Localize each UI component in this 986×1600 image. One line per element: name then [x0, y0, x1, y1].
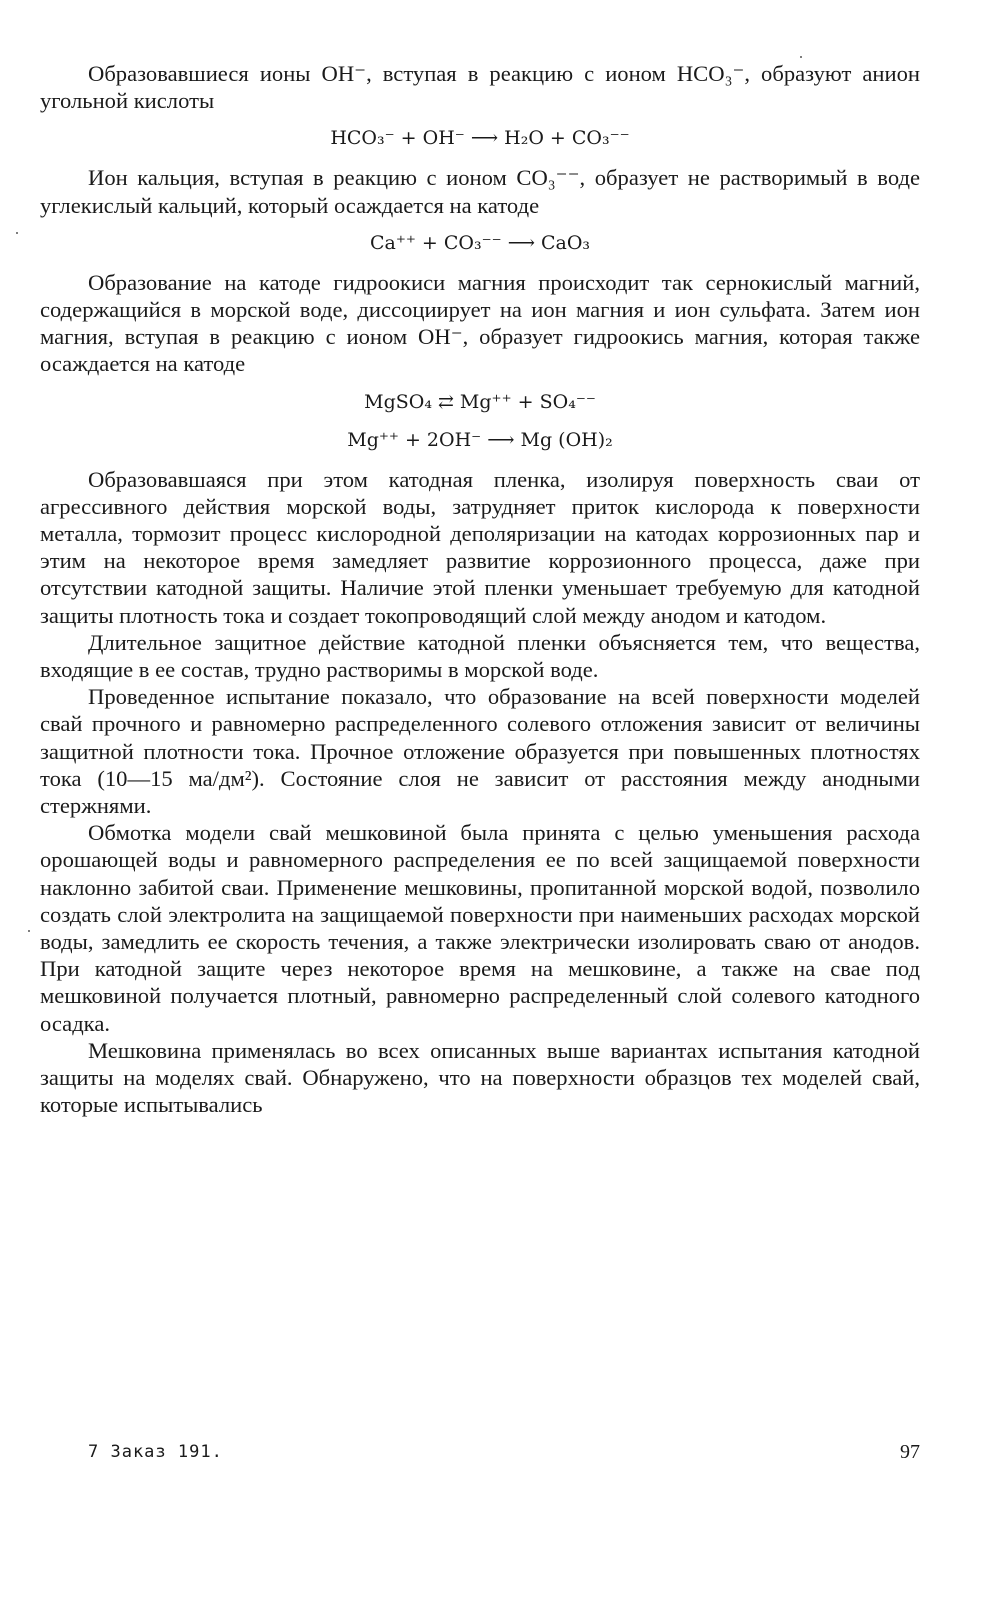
- paragraph-7: Обмотка модели свай мешковиной была принята с целью уменьшения расхода орошающей воды и равномерного распределения ее по всей защищаемой поверхности наклонно забитой сваи. Применение мешковины, пропитанной морской водой, позволило создать слой электролита на защищаемой поверхности при наименьших расходах морской воды, замедлить ее скорость течения, а также электрически изолировать сваю от анодов. При катодной защите через некоторое время на мешковине, а также на свае под мешковиной получается плотный, равномерно распределенный слой солевого катодного осадка.: [40, 820, 920, 1036]
- paragraph-4: Образовавшаяся при этом катодная пленка, изолируя поверхность сваи от агрессивного действия морской воды, затрудняет приток кислорода к поверхности металла, тормозит процесс кислородной деполяризации на катодах коррозионных пар и этим на некоторое время замедляет развитие коррозионного процесса, даже при отсутствии катодной защиты. Наличие этой пленки уменьшает требуемую для катодной защиты плотность тока и создает токопроводящий слой между анодом и катодом.: [40, 466, 920, 628]
- paragraph-5: Длительное защитное действие катодной пленки объясняется тем, что вещества, входящие в ее состав, трудно растворимы в морской воде.: [40, 629, 920, 683]
- paragraph-6: Проведенное испытание показало, что образование на всей поверхности моделей свай прочного и равномерно распределенного солевого отложения зависит от величины защитной плотности тока. Прочное отложение образуется при повышенных плотностях тока (10—15 ма/дм²). Состояние слоя не зависит от расстояния между анодными стержнями.: [40, 684, 920, 819]
- paragraph-8: Мешковина применялась во всех описанных выше вариантах испытания катодной защиты на моделях свай. Обнаружено, что на поверхности образцов тех моделей свай, которые испытывались: [40, 1037, 920, 1118]
- paragraph-1: Образовавшиеся ионы OH⁻, вступая в реакцию с ионом HCO₃⁻, образуют анион угольной кислоты: [40, 61, 920, 114]
- equation-calcium: Ca⁺⁺ + CO₃⁻⁻ ⟶ CaO₃: [369, 231, 591, 254]
- printer-signature: 7 Заказ 191.: [88, 1442, 223, 1462]
- print-speck: [16, 232, 18, 234]
- page-number: 97: [900, 1441, 920, 1463]
- print-speck: [800, 56, 802, 58]
- equation-bicarbonate: HCO₃⁻ + OH⁻ ⟶ H₂O + CO₃⁻⁻: [330, 127, 630, 150]
- print-speck: [28, 930, 30, 932]
- page-body: [40, 60, 920, 1119]
- equation-magnesium-hydroxide: Mg⁺⁺ + 2OH⁻ ⟶ Mg (OH)₂: [347, 428, 613, 451]
- equation-magnesium-sulfate: MgSO₄ ⇄ Mg⁺⁺ + SO₄⁻⁻: [364, 390, 596, 413]
- paragraph-3: Образование на катоде гидроокиси магния происходит так сернокислый магний, содержащийся в морской воде, диссоциирует на ион магния и ион сульфата. Затем ион магния, вступая в реакцию с ионом OH⁻, образует гидроокись магния, которая также осаждается на катоде: [40, 269, 920, 377]
- paragraph-2: Ион кальция, вступая в реакцию с ионом CO₃⁻⁻, образует не растворимый в воде углекислый кальций, который осаждается на катоде: [40, 165, 920, 218]
